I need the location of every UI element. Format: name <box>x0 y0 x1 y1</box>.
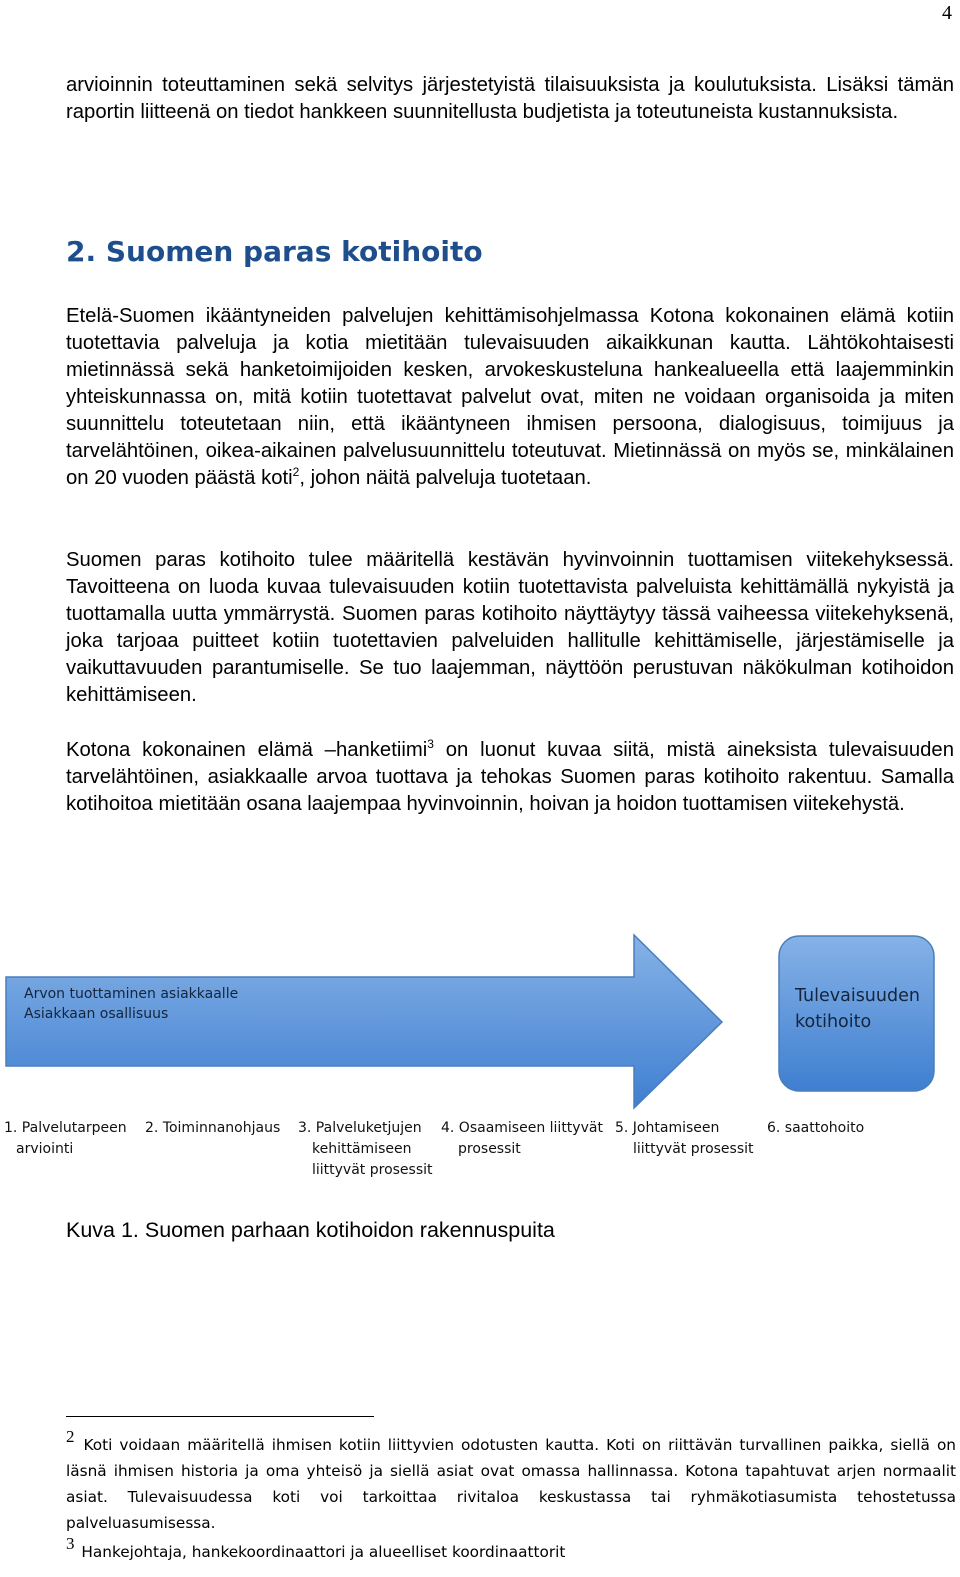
arrow-label-line: Asiakkaan osallisuus <box>24 1006 169 1022</box>
footnote-3 <box>66 1534 956 1565</box>
section-heading: 2. Suomen paras kotihoito <box>66 235 483 268</box>
intro-paragraph: arvioinnin toteuttaminen sekä selvitys järjestetyistä tilaisuuksista ja koulutuksista. Lisäksi tämän raportin liitteenä on tiedot hankkeen suunnitellusta budjetista ja toteutuneista kustannuksista. <box>66 74 954 123</box>
step-5 <box>615 1118 754 1160</box>
step-line: 6. saattohoito <box>767 1120 865 1136</box>
footnote-2 <box>66 1427 956 1536</box>
paragraph-text: , johon näitä palveluja tuotetaan. <box>299 467 592 489</box>
section-paragraph-2: Suomen paras kotihoito tulee määritellä kestävän hyvinvoinnin tuottamisen viitekehyksessä. Tavoitteena on luoda kuvaa tulevaisuuden kotiin tuotettavista palveluista kehittämällä nykyistä ja tuottamalla uutta ymmärrystä. Suomen paras kotihoito näyttäytyy tässä vaiheessa viitekehyksenä, joka tarjoaa puitteet kotiin tuotettavien palveluiden hallitulle kehittämiselle, järjestämiselle ja vaikuttavuuden parantumiselle. Se tuo laajemman, näyttöön perustuvan näkökulman kotihoidon kehittämiseen. <box>66 549 954 706</box>
section-paragraph-1 <box>66 303 954 492</box>
step-1 <box>4 1118 127 1160</box>
paragraph-text: Etelä-Suomen ikääntyneiden palvelujen kehittämisohjelmassa Kotona kokonainen elämä kotiin tuotettavia palveluja ja kotia mietitään tulevaisuuden aikaikkunan kautta. Lähtökohtaisesti mietinnässä sekä hanketoimijoiden kesken, arvokeskusteluna hankealueella että laajemminkin yhteiskunnassa on, mitä kotiin tuotettavat palvelut ovat, miten ne voidaan organisoida ja miten suunnittelu toteutetaan niin, että ikääntyneen ihmisen persoona, dialogisuus, toimijuus ja tarvelähtöinen, oikea-aikainen palvelusuunnittelu toteutuvat. Mietinnässä on myös se, minkälainen on 20 vuoden päästä koti <box>66 305 954 489</box>
step-line: 1. Palvelutarpeen <box>4 1120 127 1136</box>
footnote-divider <box>66 1416 374 1417</box>
footnote-ref-3[interactable]: 3 <box>427 737 434 751</box>
step-line: liittyvät prosessit <box>312 1162 433 1178</box>
step-line: 5. Johtamiseen <box>615 1120 720 1136</box>
step-line: arviointi <box>16 1141 74 1157</box>
step-6 <box>767 1118 864 1139</box>
step-line: prosessit <box>458 1141 521 1157</box>
step-3 <box>298 1118 433 1181</box>
step-4 <box>441 1118 603 1160</box>
step-line: liittyvät prosessit <box>633 1141 754 1157</box>
box-label-line: Tulevaisuuden <box>795 986 920 1006</box>
footnote-mark: 2 <box>66 1427 75 1446</box>
arrow-label-line: Arvon tuottaminen asiakkaalle <box>24 986 239 1002</box>
step-2 <box>145 1118 280 1139</box>
footnote-ref-2[interactable]: 2 <box>292 465 300 479</box>
box-label-line: kotihoito <box>795 1012 872 1032</box>
step-line: 4. Osaamiseen liittyvät <box>441 1120 603 1136</box>
step-line: kehittämiseen <box>312 1141 412 1157</box>
footnote-text: Koti voidaan määritellä ihmisen kotiin liittyvien odotusten kautta. Koti on riittävän turvallinen paikka, siellä on läsnä ihmisen historia ja oma yhteisö ja siellä asiat ovat omassa hallinnassa. Kotona tapahtuvat arjen normaalit asiat. Tulevaisuudessa koti voi tarkoittaa rivitaloa keskustassa tai ryhmäkotiasumista tehostetussa palveluasumisessa. <box>66 1436 956 1532</box>
step-line: 3. Palveluketjujen <box>298 1120 422 1136</box>
step-line: 2. Toiminnanohjaus <box>145 1120 281 1136</box>
paragraph-text: Kotona kokonainen elämä –hanketiimi <box>66 739 428 761</box>
footnote-mark: 3 <box>66 1534 75 1553</box>
paragraph-text: on luonut kuvaa siitä, mistä aineksista tulevaisuuden tarvelähtöinen, asiakkaalle arvoa tuottava ja tehokas Suomen paras kotihoito rakentuu. Samalla kotihoitoa mietitään osana laajempaa hyvinvoinnin, hoivan ja hoidon tuottamisen viitekehystä. <box>66 739 954 815</box>
page-number: 4 <box>942 2 952 24</box>
value-arrow-label <box>24 984 238 1024</box>
future-box-label <box>795 983 930 1035</box>
section-paragraph-3 <box>66 737 954 818</box>
footnote-text: Hankejohtaja, hankekoordinaattori ja alueelliset koordinaattorit <box>81 1543 566 1561</box>
figure-caption: Kuva 1. Suomen parhaan kotihoidon rakennuspuita <box>66 1218 555 1242</box>
